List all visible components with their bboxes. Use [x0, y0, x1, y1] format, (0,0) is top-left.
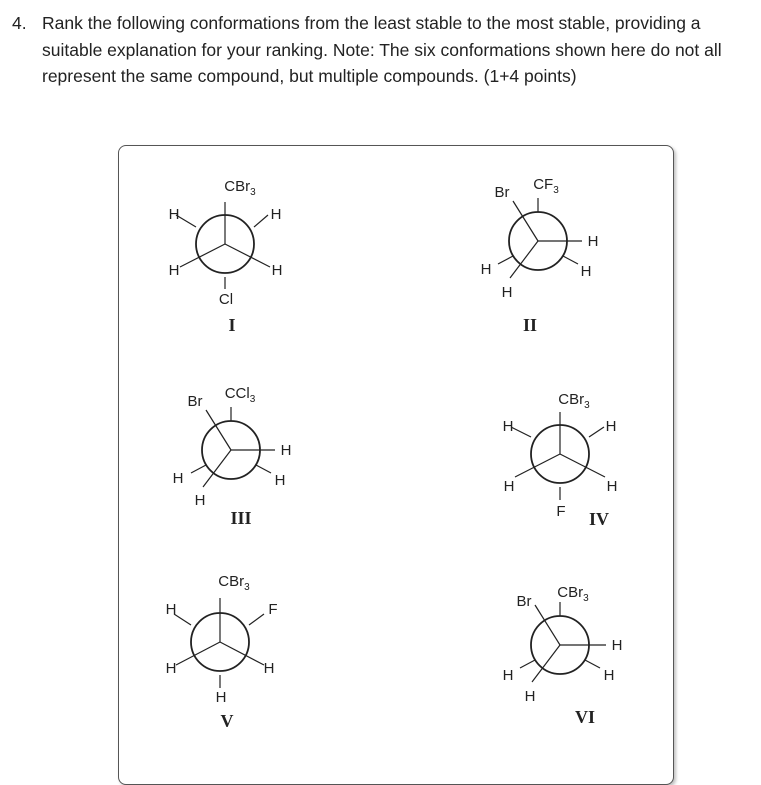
substituent-back-bottom: F: [556, 503, 566, 520]
back-bond: [254, 215, 268, 227]
back-bond: [256, 465, 271, 473]
substituent-front-right: H: [587, 233, 599, 250]
conformation-label-I: I: [228, 315, 236, 335]
substituent-back-bottom-left: H: [502, 667, 514, 684]
substituent-front-bottom-left: H: [194, 492, 206, 509]
substituent-front-bottom-left: H: [503, 478, 515, 495]
back-bond: [589, 427, 604, 437]
substituent-front-bottom-left: H: [524, 688, 536, 705]
substituent-back-top-right: H: [605, 418, 617, 435]
substituent-back-top-right: F: [268, 601, 278, 618]
substituent-back-top-left: H: [165, 601, 177, 618]
newman-projection-I: [169, 178, 283, 335]
substituent-back-top-right: H: [270, 206, 282, 223]
substituent-front-top: CBr$_3$: [224, 178, 256, 198]
substituent-back-bottom-right: H: [274, 472, 286, 489]
substituent-back-top: $CF_3$: [533, 176, 559, 196]
conformation-label-IV: IV: [588, 509, 610, 529]
substituent-front-top: CBr$_3$: [558, 391, 590, 411]
conformation-label-VI: VI: [574, 707, 596, 727]
substituent-front-top-left: Br: [494, 184, 510, 201]
substituent-front-top-left: Br: [516, 593, 532, 610]
substituent-front-bottom-left: H: [168, 262, 180, 279]
back-bond: [498, 256, 513, 264]
substituent-back-bottom-right: H: [580, 263, 592, 280]
back-bond: [174, 614, 191, 625]
substituent-front-top: CBr$_3$: [218, 573, 250, 593]
back-bond: [249, 614, 264, 625]
back-bond: [563, 256, 578, 264]
back-bond: [511, 427, 531, 437]
question-text: Rank the following conformations from the least stable to the most stable, providing a suitable explanation for your ranking. Note: The six conformations shown here do not all represent the same compound, but multiple compounds. (1+4 points): [42, 13, 722, 86]
newman-projection-III: [173, 385, 292, 528]
newman-projection-II: [481, 176, 599, 335]
newman-projection-IV: [503, 391, 618, 529]
question-number: 4.: [12, 13, 27, 33]
substituent-back-bottom: H: [215, 689, 227, 706]
newman-projection-V: [166, 573, 278, 731]
conformation-label-III: III: [230, 508, 252, 528]
back-bond: [585, 660, 600, 668]
substituent-front-bottom-right: H: [263, 660, 275, 677]
back-bond: [191, 465, 206, 473]
substituent-back-top: CCl$_3$: [224, 385, 256, 405]
substituent-back-top: CBr$_3$: [557, 584, 589, 604]
back-bond: [520, 660, 535, 668]
substituent-back-top-left: H: [502, 418, 514, 435]
substituent-front-bottom-left: H: [165, 660, 177, 677]
substituent-back-bottom: Cl: [218, 291, 234, 308]
substituent-back-bottom-right: H: [603, 667, 615, 684]
conformation-label-II: II: [522, 315, 538, 335]
substituent-front-right: H: [611, 637, 623, 654]
substituent-back-bottom-left: H: [480, 261, 492, 278]
newman-projection-VI: [503, 584, 623, 727]
substituent-back-bottom-left: H: [172, 470, 184, 487]
conformation-label-V: V: [220, 711, 234, 731]
substituent-back-top-left: H: [168, 206, 180, 223]
substituent-front-bottom-right: H: [271, 262, 283, 279]
substituent-front-right: H: [280, 442, 292, 459]
substituent-front-bottom-right: H: [606, 478, 618, 495]
substituent-front-bottom-left: H: [501, 284, 513, 301]
substituent-front-top-left: Br: [187, 393, 203, 410]
